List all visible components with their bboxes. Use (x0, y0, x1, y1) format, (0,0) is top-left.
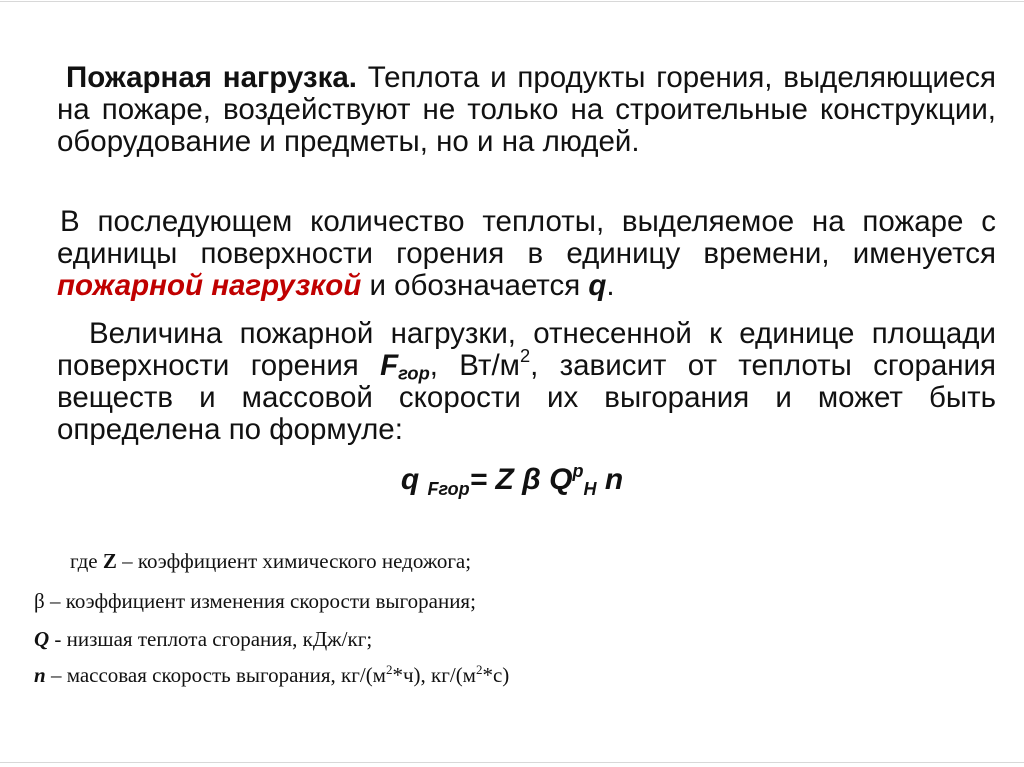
top-border-line (0, 1, 1024, 2)
formula-q-superscript: p (572, 461, 584, 481)
legend-symbol-n: n (34, 663, 46, 687)
legend-prefix: где (70, 549, 103, 573)
paragraph-fire-load-intro (57, 62, 996, 158)
bottom-border-line (0, 762, 1024, 763)
legend-item-q (34, 626, 372, 652)
legend-text-n-b: *ч), кг/(м (392, 663, 476, 687)
legend-text-z: – коэффициент химического недожога; (116, 549, 472, 573)
symbol-f: F (380, 349, 399, 382)
legend-text-n-c: *с) (482, 663, 510, 687)
formula-tail: n (596, 463, 624, 496)
legend-text-n-a: – массовая скорость выгорания, кг/(м (45, 663, 386, 687)
fire-load-term: пожарной нагрузкой (57, 269, 362, 302)
fire-load-formula (0, 462, 1024, 498)
paragraph3-unit-text: , Вт/м (429, 349, 520, 382)
paragraph-fire-load-definition (57, 206, 996, 302)
formula-lhs: q (400, 463, 420, 496)
legend-exponent-a: 2 (385, 662, 393, 677)
paragraph-fire-load-magnitude (57, 318, 996, 446)
legend-symbol-beta: β (34, 589, 45, 613)
paragraph2-text-before: В последующем количество теплоты, выделяемое на пожаре с единицы поверхности горения в единицу времени, именуется (57, 205, 996, 270)
legend-item-beta (34, 588, 476, 614)
formula-q-subscript: H (583, 479, 597, 499)
legend-exponent-b: 2 (475, 662, 483, 677)
formula-lhs-subscript: Fгор (427, 479, 470, 499)
legend-text-q: - низшая теплота сгорания, кДж/кг; (49, 627, 373, 651)
paragraph2-text-after: . (606, 269, 615, 302)
paragraph1-heading: Пожарная нагрузка. (66, 61, 357, 94)
paragraph3-text-before: Величина пожарной нагрузки, отнесенной к единице площади поверхности горения (57, 317, 996, 382)
legend-text-beta: – коэффициент изменения скорости выгорания; (44, 589, 476, 613)
legend-symbol-q: Q (34, 627, 50, 651)
paragraph1-text: Теплота и продукты горения, выделяющиеся на пожаре, воздействуют не только на строительные конструкции, оборудование и предметы, но и на людей. (57, 61, 996, 158)
symbol-q: q (588, 269, 607, 302)
legend-item-z (70, 548, 471, 574)
paragraph3-text-after: , зависит от теплоты сгорания веществ и массовой скорости их выгорания и может быть определена по формуле: (57, 349, 997, 446)
paragraph2-text-middle: и обозначается (361, 269, 589, 302)
unit-exponent: 2 (519, 345, 531, 367)
symbol-f-subscript: гор (398, 362, 430, 384)
legend-symbol-z: Z (102, 549, 117, 573)
formula-equation: = Z β Q (469, 463, 573, 496)
legend-item-n (34, 662, 509, 688)
